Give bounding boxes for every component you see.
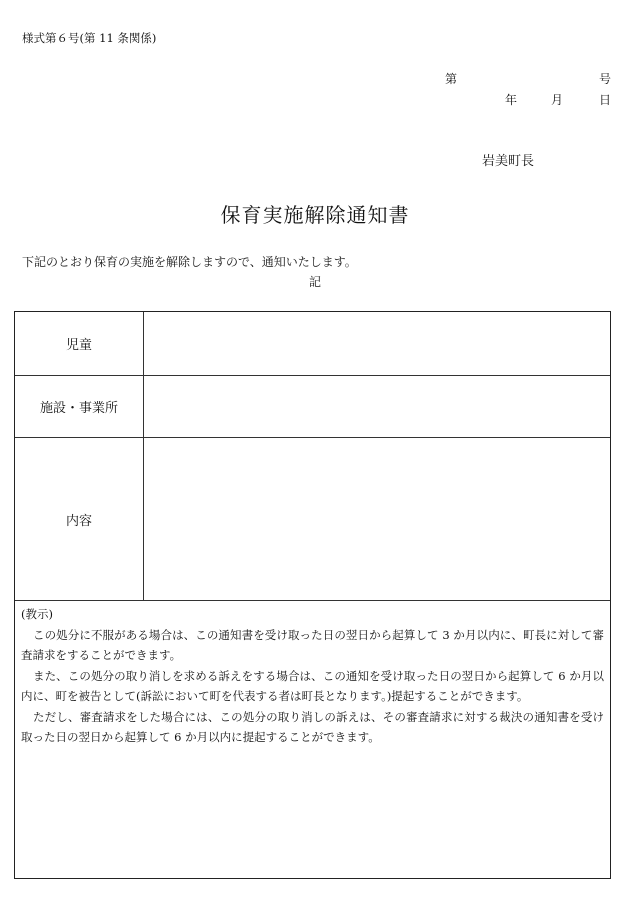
date-day-label: 日	[599, 93, 612, 107]
form-number: 様式第６号(第 11 条関係)	[22, 31, 157, 45]
appeal-notice	[21, 604, 604, 748]
row-label-facility: 施設・事業所	[15, 376, 144, 437]
row-value-child	[144, 312, 610, 375]
document-number-prefix: 第	[445, 72, 458, 86]
row-label-child: 児童	[15, 312, 144, 375]
date-month-label: 月	[551, 93, 564, 107]
table-row-content	[15, 438, 610, 601]
page-title: 保育実施解除通知書	[220, 203, 410, 227]
date-year-label: 年	[505, 93, 518, 107]
document-number-suffix: 号	[599, 72, 612, 86]
notice-heading: (教示)	[21, 607, 53, 621]
table-row-child	[15, 312, 610, 376]
notice-paragraph-2: また、この処分の取り消しを求める訴えをする場合は、この通知を受け取った日の翌日から起算して 6 か月以内に、町を被告として(訴訟において町を代表する者は町長となります。)提起することができます。	[21, 668, 604, 703]
intro-text: 下記のとおり保育の実施を解除しますので、通知いたします。	[22, 255, 357, 269]
row-value-facility	[144, 376, 610, 437]
table-row-facility	[15, 376, 610, 438]
ki-marker: 記	[308, 275, 321, 289]
issuer-name: 岩美町長	[482, 154, 535, 169]
row-value-content	[144, 438, 610, 600]
notice-paragraph-3: ただし、審査請求をした場合には、この処分の取り消しの訴えは、その審査請求に対する裁決の通知書を受け取った日の翌日から起算して 6 か月以内に提起することができます。	[21, 709, 604, 744]
form-frame	[14, 311, 611, 879]
notice-paragraph-1: この処分に不服がある場合は、この通知書を受け取った日の翌日から起算して 3 か月以内に、町長に対して審査請求をすることができます。	[21, 627, 604, 662]
row-label-content: 内容	[15, 438, 144, 600]
